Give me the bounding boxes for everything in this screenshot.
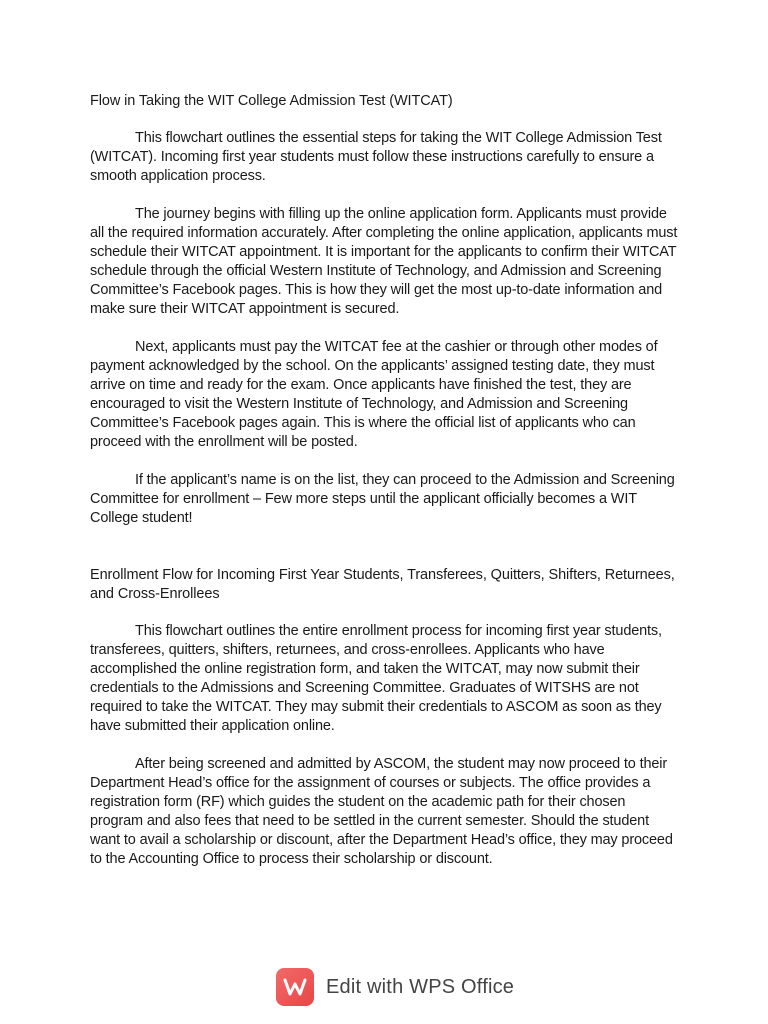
section-2-paragraph-2: After being screened and admitted by ASCOM, the student may now proceed to their Department Head’s office for the assignment of courses or subjects. The office provides a registration form (RF) which guides the student on the academic path for their chosen program and also fees that need to be settled in the current semester. Should the student want to avail a scholarship or discount, after the Department Head’s office, they may proceed to the Accounting Office to process their scholarship or discount. [90, 756, 673, 867]
section-2-title: Enrollment Flow for Incoming First Year Students, Transferees, Quitters, Shifters, Returnees, and Cross-Enrollees [90, 567, 675, 602]
document-page [90, 92, 680, 888]
section-divider [90, 547, 680, 566]
wps-logo-icon [276, 968, 314, 1006]
wps-edit-label[interactable]: Edit with WPS Office [326, 975, 515, 998]
section-1-paragraph-4: If the applicant’s name is on the list, they can proceed to the Admission and Screening Committee for enrollment – Few more steps until the applicant officially becomes a WIT College student! [90, 472, 675, 526]
section-1-paragraph-2: The journey begins with filling up the online application form. Applicants must provide all the required information accurately. After completing the online application, applicants must schedule their WITCAT appointment. It is important for the applicants to confirm their WITCAT schedule through the official Western Institute of Technology, and Admission and Screening Committee’s Facebook pages. This is how they will get the most up-to-date information and make sure their WITCAT appointment is secured. [90, 206, 678, 317]
section-2-paragraph-1: This flowchart outlines the entire enrollment process for incoming first year students, transferees, quitters, shifters, returnees, and cross-enrollees. Applicants who have accomplished the online registration form, and taken the WITCAT, may now submit their credentials to the Admissions and Screening Committee. Graduates of WITSHS are not required to take the WITCAT. They may submit their credentials to ASCOM as soon as they have submitted their application online. [90, 623, 662, 734]
section-1-paragraph-3: Next, applicants must pay the WITCAT fee at the cashier or through other modes of payment acknowledged by the school. On the applicants’ assigned testing date, they must arrive on time and ready for the exam. Once applicants have finished the test, they are encouraged to visit the Western Institute of Technology, and Admission and Screening Committee’s Facebook pages again. This is where the official list of applicants who can proceed with the enrollment will be posted. [90, 339, 658, 450]
wps-edit-banner[interactable] [276, 968, 514, 1006]
section-1-paragraph-1: This flowchart outlines the essential steps for taking the WIT College Admission Test (WITCAT). Incoming first year students must follow these instructions carefully to ensure a smooth application process. [90, 130, 662, 184]
section-1-title: Flow in Taking the WIT College Admission Test (WITCAT) [90, 93, 453, 109]
